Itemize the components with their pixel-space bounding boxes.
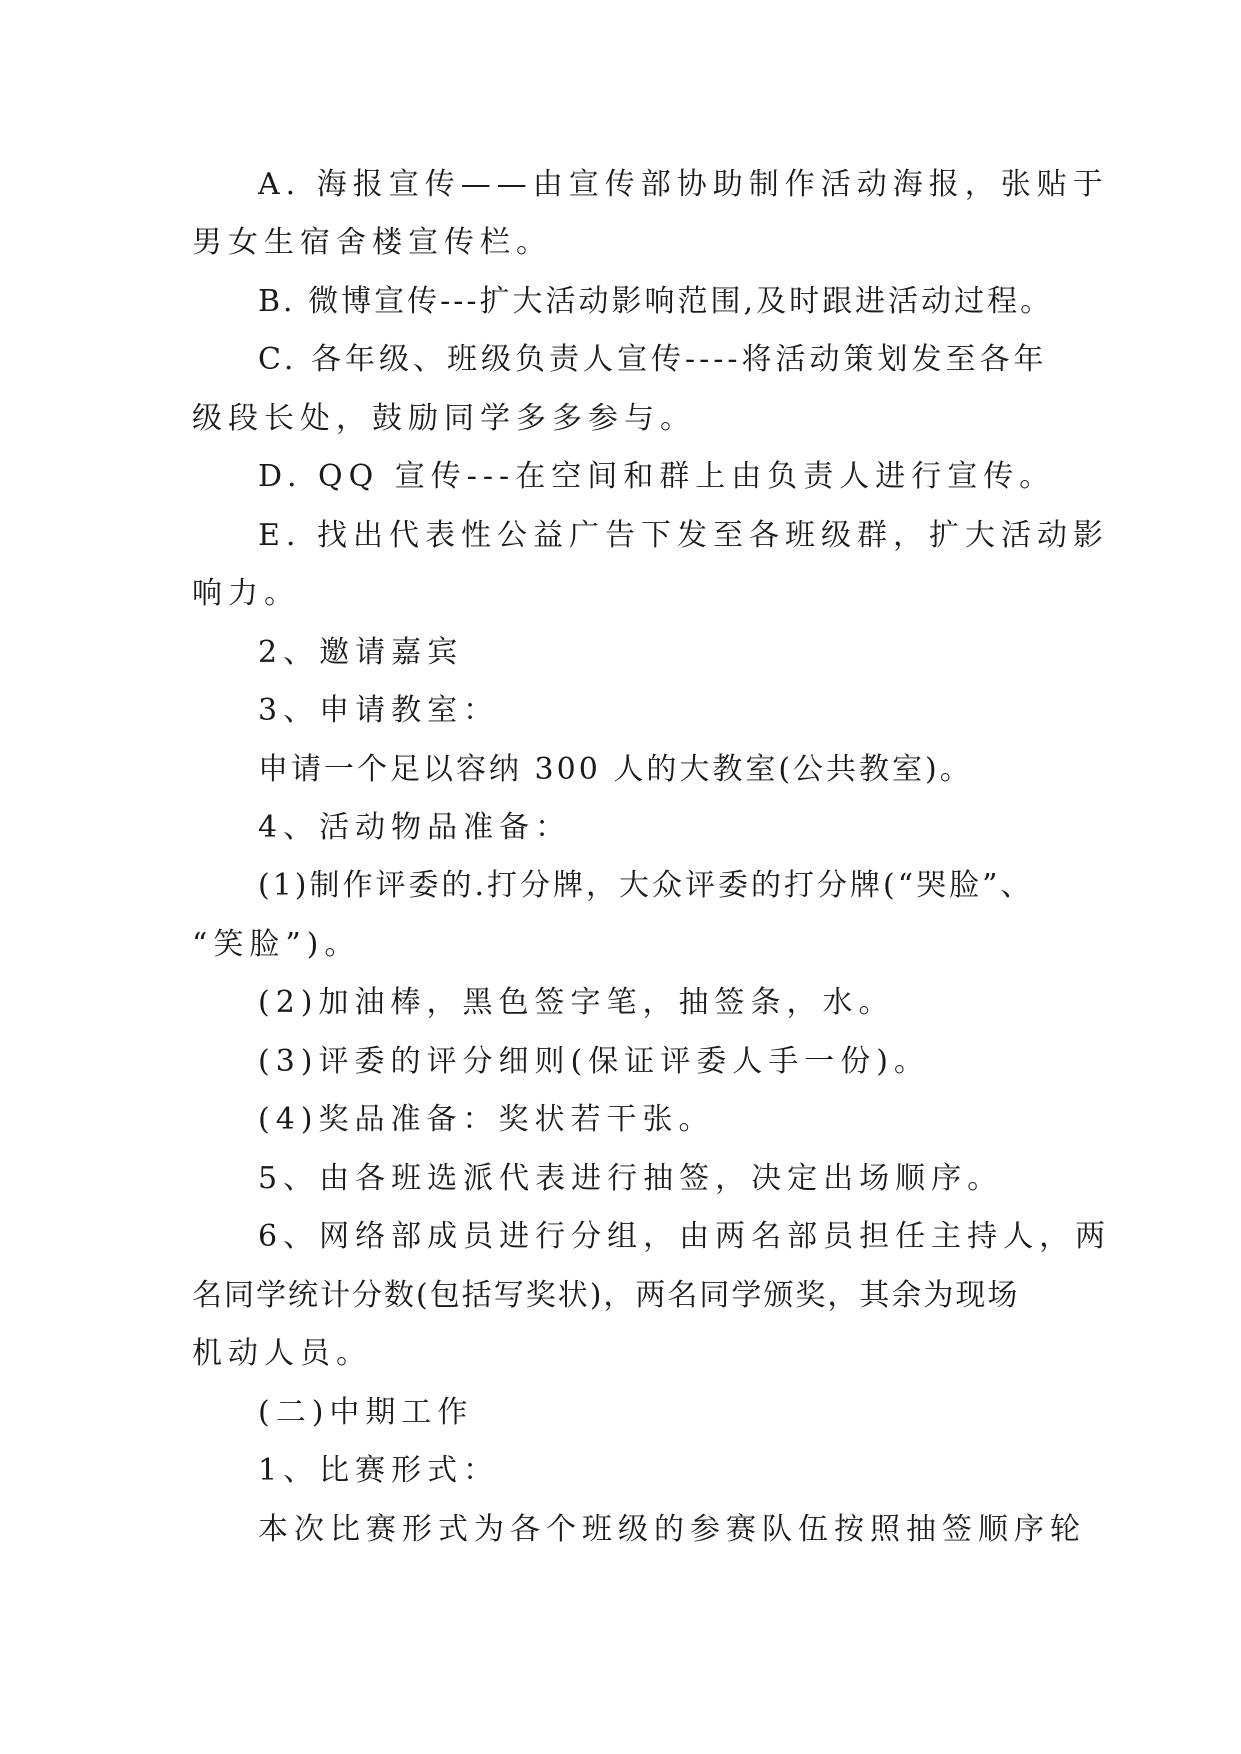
item-3-apply-classroom: 3、申请教室： — [258, 693, 500, 728]
supplies-2: (2)加油棒，黑色签字笔，抽签条，水。 — [258, 985, 895, 1020]
supplies-3: (3)评委的评分细则(保证评委人手一份)。 — [258, 1044, 930, 1079]
competition-format-detail: 本次比赛形式为各个班级的参赛队伍按照抽签顺序轮 — [258, 1512, 1086, 1547]
item-5-draw-lots: 5、由各班选派代表进行抽签，决定出场顺序。 — [258, 1161, 1004, 1196]
paragraph-c-line-1: C. 各年级、班级负责人宣传----将活动策划发至各年 — [258, 342, 1048, 377]
item-2-invite-guests: 2、邀请嘉宾 — [258, 635, 464, 670]
item-6-line-3: 机动人员。 — [192, 1336, 372, 1371]
item-6-line-1: 6、网络部成员进行分组，由两名部员担任主持人，两 — [258, 1219, 1112, 1254]
paragraph-c-line-2: 级段长处，鼓励同学多多参与。 — [192, 401, 696, 436]
paragraph-b: B. 微博宣传---扩大活动影响范围,及时跟进活动过程。 — [258, 284, 1054, 319]
section-mid-term-work: (二)中期工作 — [258, 1395, 474, 1430]
paragraph-a-line-1: A. 海报宣传——由宣传部协助制作活动海报，张贴于 — [258, 167, 1109, 202]
supplies-4: (4)奖品准备：奖状若干张。 — [258, 1102, 715, 1137]
supplies-1-line-2: “笑脸”)。 — [192, 927, 361, 962]
item-6-line-2: 名同学统计分数(包括写奖状)，两名同学颁奖，其余为现场 — [192, 1278, 1020, 1313]
paragraph-a-line-2: 男女生宿舍楼宣传栏。 — [192, 225, 552, 260]
classroom-detail: 申请一个足以容纳 300 人的大教室(公共教室)。 — [258, 752, 973, 787]
item-1-competition-format: 1、比赛形式： — [258, 1453, 500, 1488]
paragraph-e-line-2: 响力。 — [192, 576, 300, 611]
paragraph-e-line-1: E. 找出代表性公益广告下发至各班级群，扩大活动影 — [258, 518, 1109, 553]
item-4-supplies: 4、活动物品准备： — [258, 810, 572, 845]
supplies-1-line-1: (1)制作评委的.打分牌，大众评委的打分牌(“哭脸”、 — [258, 868, 1034, 903]
paragraph-d: D. QQ 宣传---在空间和群上由负责人进行宣传。 — [258, 459, 1056, 494]
